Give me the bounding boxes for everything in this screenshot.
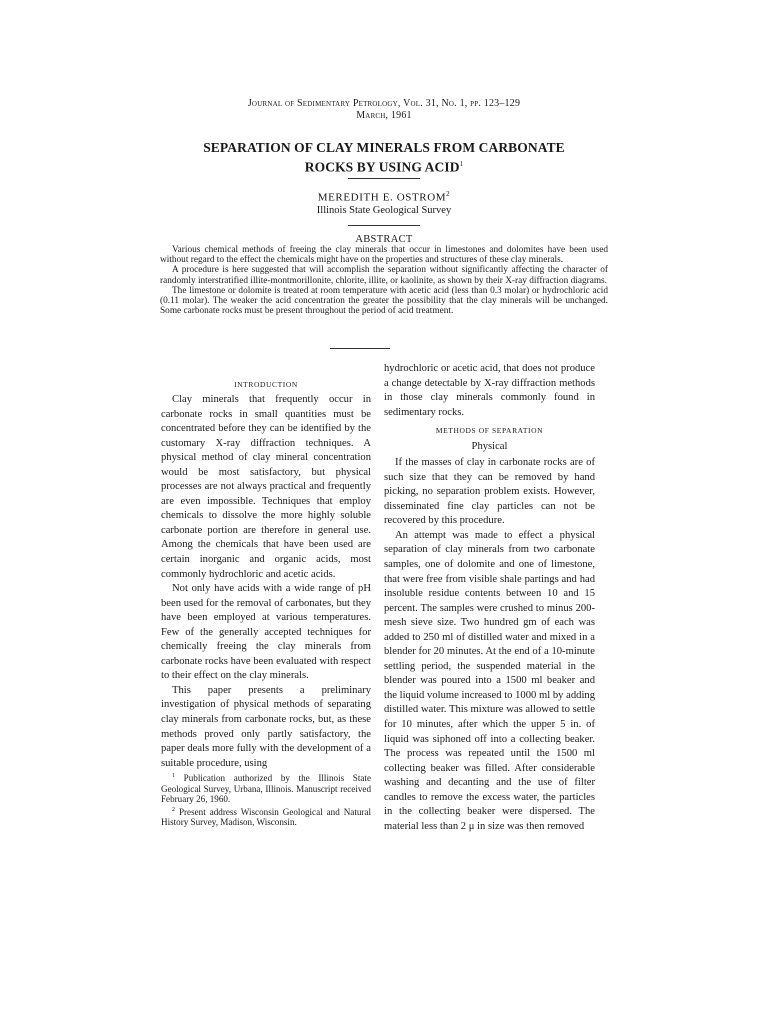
body-paragraph-continued: hydrochloric or acetic acid, that does not produce a change detectable by X-ray diffraction methods in those clay minerals commonly found in sedimentary rocks. [384, 363, 595, 418]
author-footnote-mark: 2 [446, 190, 451, 198]
abstract-paragraph: The limestone or dolomite is treated at room temperature with acetic acid (less than 0.3 molar) or hydrochloric acid (0.11 molar). The weaker the acid concentration the greater the possibility that the clay minerals will be unchanged. Some carbonate rocks must be present throughout the period of acid treatment. [160, 285, 608, 317]
abstract-paragraph: A procedure is here suggested that will accomplish the separation without significantly affecting the character of randomly interstratified illite-montmorillonite, chlorite, illite, or kaolinite, as shown by their X-ray diffraction diagrams. [160, 265, 608, 286]
author-name: MEREDITH E. OSTROM$^2$ [317, 190, 451, 204]
body-paragraph: An attempt was made to effect a physical separation of clay minerals from two carbonate samples, one of dolomite and one of limestone, that were free from visible shale partings and had insoluble residue contents between 10 and 15 percent. The samples were crushed to minus 200-mesh sieve size. Two hundred gm of each was added to 250 ml of distilled water and mixed in a blender for 20 minutes. At the end of a 10-minute settling period, the suspended material in the blender was poured into a 1500 ml beaker and the liquid volume increased to 1000 ml by adding distilled water. This mixture was allowed to settle for 10 minutes, after which the upper 5 in. of liquid was siphoned off into a collecting beaker. The process was repeated until the 1500 ml collecting beaker was filled. After considerable washing and decanting and the use of filter candles to remove the excess water, the particles in the collecting beaker were dispersed. The material less than 2 μ in size was then removed [384, 529, 595, 832]
paper-title [0, 140, 768, 176]
body-paragraph: Clay minerals that frequently occur in carbonate rocks in small quantities must be concentrated before they can be identified by the customary X-ray diffraction techniques. A physical method of clay mineral concentration would be most satisfactory, but physical processes are not always practical and frequently are even impossible. Techniques that employ chemicals to dissolve the more highly soluble carbonate portion are therefore in general use. Among the chemicals that have been used are certain inorganic and organic acids, most commonly hydrochloric and acetic acids. [161, 394, 371, 580]
title-divider [348, 178, 420, 179]
abstract-paragraph: Various chemical methods of freeing the clay minerals that occur in limestones and dolomites have been used without regard to the effect the chemicals might have on the properties and structures of these clay minerals. [160, 245, 608, 266]
abstract-divider [330, 348, 390, 349]
title-footnote-mark: 1 [459, 160, 464, 168]
journal-line: Journal of Sedimentary Petrology, Vol. 31, No. 1, pp. 123–129 [247, 98, 521, 109]
abstract-heading: ABSTRACT [355, 234, 413, 245]
physical-subheading: Physical [471, 441, 508, 453]
introduction-heading: INTRODUCTION [234, 380, 298, 389]
methods-heading: METHODS OF SEPARATION [435, 426, 544, 436]
body-paragraph: Not only have acids with a wide range of pH been used for the removal of carbonates, but they have been employed at various temperatures. Few of the generally accepted techniques for chemically freeing the clay minerals from carbonate rocks have been evaluated with respect to their effect on the clay minerals. [161, 583, 371, 682]
abstract-body [160, 245, 608, 316]
body-paragraph: If the masses of clay in carbonate rocks are of such size that they can be removed by hand picking, no separation problem exists. However, disseminated fine clay particles can not be recovered by this procedure. [384, 457, 595, 527]
title-line-1: SEPARATION OF CLAY MINERALS FROM CARBONATE [203, 140, 565, 155]
issue-date: March, 1961 [356, 110, 412, 121]
author-affiliation: Illinois State Geological Survey [316, 205, 452, 216]
body-paragraph: This paper presents a preliminary investigation of physical methods of separating clay minerals from carbonate rocks, but, as these methods proved only partly satisfactory, the paper deals more fully with the development of a suitable procedure, using [161, 684, 371, 769]
left-column [161, 377, 371, 771]
title-line-2: ROCKS BY USING ACID$^1$ [304, 159, 464, 175]
author-divider [348, 225, 420, 226]
footnote: $^1$ Publication authorized by the Illinois State Geological Survey, Urbana, Illinois. Manuscript received February 26, 1960. [161, 773, 371, 805]
right-column [384, 362, 595, 834]
journal-citation [0, 98, 768, 122]
footnote: $^2$ Present address Wisconsin Geological and Natural History Survey, Madison, Wisconsin. [161, 806, 371, 828]
footnotes [161, 771, 371, 828]
